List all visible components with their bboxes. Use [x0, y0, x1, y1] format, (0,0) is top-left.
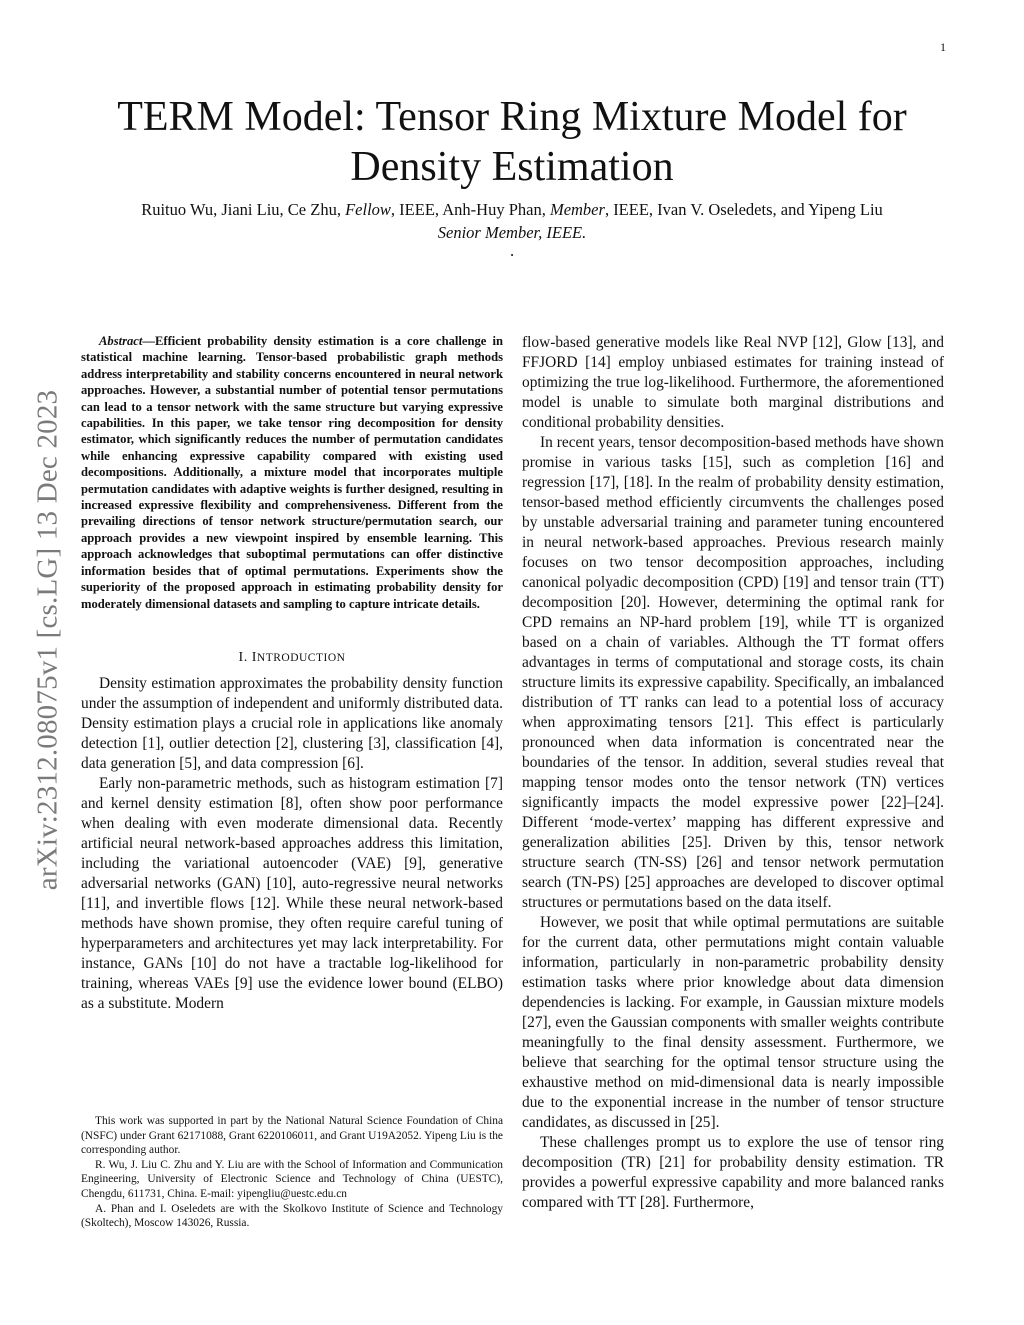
abstract-dash: —	[142, 334, 155, 348]
section-title-cap: I	[251, 649, 257, 665]
author-org-1: , IEEE,	[390, 200, 443, 219]
author-list	[40, 198, 984, 258]
abstract-text: Efficient probability density estimation is a core challenge in statistical machine learning. Tensor-based probabilistic graph methods address interpretability and stability concerns encountered in neural network approaches. However, a substantial number of potential tensor permutations can lead to a tensor network with the same structure but varying expressive capabilities. In this paper, we take tensor ring decomposition for density estimator, which significantly reduces the number of permutation candidates while enhancing expressive capability compared with existing used decompositions. Additionally, a mixture model that incorporates multiple permutation candidates with adaptive weights is further designed, resulting in increased expressive flexibility and comprehensiveness. Different from the prevailing directions of tensor network structure/permutation search, our approach provides a new viewpoint inspired by ensemble learning. This approach acknowledges that suboptimal permutations can offer distinctive information besides that of optimal permutations. Experiments show the superiority of the proposed approach in estimating probability density for moderately dimensional datasets and sampling to capture intricate details.	[81, 334, 503, 611]
paper-title	[60, 92, 964, 192]
section-numeral: I.	[238, 649, 252, 665]
footnote-funding: This work was supported in part by the National Natural Science Foundation of China (NSFC) under Grant 62171088, Grant 6220106011, and Grant U19A2052. Yipeng Liu is the corresponding author.	[81, 1115, 503, 1157]
abstract	[81, 333, 503, 612]
author-role-1: Fellow	[345, 200, 391, 219]
abstract-label: Abstract	[99, 334, 143, 348]
section-title-rest: NTRODUCTION	[256, 651, 346, 664]
author-group-2: Anh-Huy Phan,	[442, 200, 550, 219]
author-group-3: Ivan V. Oseledets, and Yipeng Liu	[657, 200, 883, 219]
right-column	[522, 333, 944, 1213]
right-paragraph-3: However, we posit that while optimal permutations are suitable for the current data, other permutations might contain valuable information, particularly in non-parametric probability density estimation tasks where prior knowledge about data dimension dependencies is lacking. For example, in Gaussian mixture models [27], even the Gaussian components with smaller weights contribute meaningfully to the final density assessment. Furthermore, we believe that searching for the optimal tensor structure using the exhaustive method on mid-dimensional data is nearly impossible due to the exponential increase in the number of tensor structure candidates, as discussed in [25].	[522, 914, 944, 1131]
footnote-affiliation-skoltech: A. Phan and I. Oseledets are with the Skolkovo Institute of Science and Technology (Skoltech), Moscow 143026, Russia.	[81, 1202, 503, 1230]
author-org-3: , IEEE.	[538, 223, 587, 242]
title-line-1: TERM Model: Tensor Ring Mixture Model for	[117, 94, 907, 140]
intro-paragraph-1: Density estimation approximates the probability density function under the assumption of independent and uniformly distributed data. Density estimation plays a crucial role in applications like anomaly detection [1], outlier detection [2], clustering [3], classification [4], data generation [5], and data compression [6].	[81, 674, 503, 772]
author-dot: .	[509, 241, 515, 260]
author-role-2: Member	[549, 200, 605, 219]
author-role-3: Senior Member	[437, 223, 539, 242]
intro-paragraph-2: Early non-parametric methods, such as histogram estimation [7] and kernel density estimation [8], often show poor performance when dealing with even moderate dimensional data. Recently artificial neural network-based approaches address this limitation, including the variational autoencoder (VAE) [9], generative adversarial networks (GAN) [10], auto-regressive neural networks [11], and invertible flows [12]. While these neural network-based methods have shown promise, they often require careful tuning of hyperparameters and architectures yet may lack interpretability. For instance, GANs [10] do not have a tractable log-likelihood for training, whereas VAEs [9] use the evidence lower bound (ELBO) as a substitute. Modern	[81, 774, 503, 1012]
title-line-2: Density Estimation	[350, 144, 674, 190]
page-number: 1	[940, 40, 946, 54]
arxiv-identifier[interactable]: arXiv:2312.08075v1 [cs.LG] 13 Dec 2023	[31, 389, 64, 891]
section-heading-introduction	[81, 648, 503, 668]
footnote-affiliation-uestc: R. Wu, J. Liu C. Zhu and Y. Liu are with the School of Information and Communication Engineering, University of Electronic Science and Technology of China (UESTC), Chengdu, 611731, China. E-mail: yipengliu@uestc.edu.cn	[81, 1158, 503, 1200]
right-paragraph-4: These challenges prompt us to explore the use of tensor ring decomposition (TR) [21] for probability density estimation. TR provides a powerful expressive capability and more balanced ranks compared with TT [28]. Furthermore,	[522, 1134, 944, 1211]
author-org-2: , IEEE,	[604, 200, 658, 219]
author-group-1: Ruituo Wu, Jiani Liu, Ce Zhu,	[141, 200, 346, 219]
right-paragraph-1: flow-based generative models like Real NVP [12], Glow [13], and FFJORD [14] employ unbiased estimates for training instead of optimizing the true log-likelihood. Furthermore, the aforementioned model is unable to simulate both marginal distributions and conditional probability densities.	[522, 334, 944, 431]
left-column	[81, 333, 503, 1014]
footnotes	[81, 1114, 503, 1231]
right-paragraph-2: In recent years, tensor decomposition-based methods have shown promise in various tasks [15], such as completion [16] and regression [17], [18]. In the realm of probability density estimation, tensor-based method efficiently circumvents the challenges posed by unstable adversarial training and parameter tuning encountered in neural network-based approaches. Previous research mainly focuses on two tensor decomposition approaches, including canonical polyadic decomposition (CPD) [19] and tensor train (TT) decomposition [20]. However, determining the optimal rank for CPD remains an NP-hard problem [19], while TT is organized based on a chain of variables. Although the TT format offers advantages in terms of computational and storage costs, its chain structure limits its expressive capability. Specifically, an imbalanced distribution of TT ranks can lead to a potential loss of accuracy when approximating tensors [21]. This effect is particularly pronounced when data information is concentrated near the boundaries of the tensor. In addition, several studies reveal that mapping tensor modes onto the tensor network (TN) vertices significantly impacts the model expressive power [22]–[24]. Different ‘mode-vertex’ mapping has different expressive and generalization abilities [25]. Driven by this, tensor network structure search (TN-SS) [26] and tensor network permutation search (TN-PS) [25] approaches are developed to discover optimal structures or permutations based on the data itself.	[522, 434, 944, 911]
